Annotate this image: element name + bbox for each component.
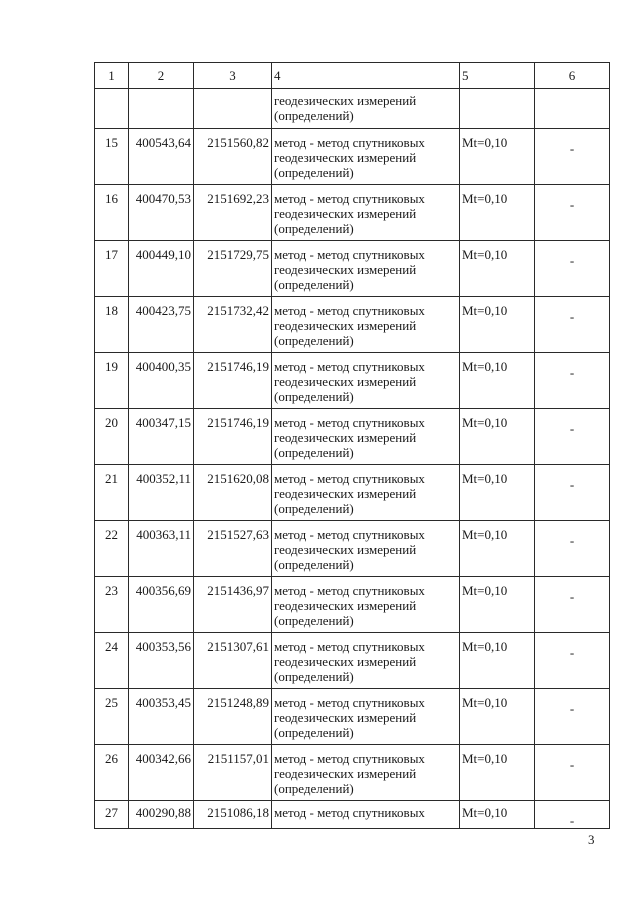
cell-number: 26 bbox=[95, 745, 129, 801]
cell-note: - bbox=[535, 801, 610, 829]
cell-method: метод - метод спутниковых геодезических измерений (определений) bbox=[272, 409, 460, 465]
cell-accuracy: Mt=0,10 bbox=[460, 129, 535, 185]
table-header-row bbox=[95, 63, 610, 89]
cell-number: 22 bbox=[95, 521, 129, 577]
cell-x: 400400,35 bbox=[129, 353, 194, 409]
header-col-5: 5 bbox=[460, 63, 535, 89]
header-col-4: 4 bbox=[272, 63, 460, 89]
table-row bbox=[95, 185, 610, 241]
cell-note: - bbox=[535, 185, 610, 241]
header-col-3: 3 bbox=[194, 63, 272, 89]
cell-note: - bbox=[535, 689, 610, 745]
header-col-2: 2 bbox=[129, 63, 194, 89]
cell-method: метод - метод спутниковых bbox=[272, 801, 460, 829]
cell-accuracy: Mt=0,10 bbox=[460, 801, 535, 829]
cell-number: 27 bbox=[95, 801, 129, 829]
table-row-continuation bbox=[95, 89, 610, 129]
cell-y: 2151746,19 bbox=[194, 409, 272, 465]
cell-x: 400470,53 bbox=[129, 185, 194, 241]
table-row bbox=[95, 577, 610, 633]
cell-number bbox=[95, 89, 129, 129]
cell-note: - bbox=[535, 297, 610, 353]
cell-method: геодезических измерений (определений) bbox=[272, 89, 460, 129]
cell-note: - bbox=[535, 241, 610, 297]
table-row bbox=[95, 521, 610, 577]
cell-number: 17 bbox=[95, 241, 129, 297]
cell-note: - bbox=[535, 633, 610, 689]
cell-x: 400363,11 bbox=[129, 521, 194, 577]
cell-y: 2151620,08 bbox=[194, 465, 272, 521]
cell-method: метод - метод спутниковых геодезических измерений (определений) bbox=[272, 297, 460, 353]
cell-accuracy: Mt=0,10 bbox=[460, 241, 535, 297]
cell-y: 2151436,97 bbox=[194, 577, 272, 633]
cell-y: 2151746,19 bbox=[194, 353, 272, 409]
cell-number: 16 bbox=[95, 185, 129, 241]
cell-x: 400353,56 bbox=[129, 633, 194, 689]
cell-number: 19 bbox=[95, 353, 129, 409]
cell-x: 400352,11 bbox=[129, 465, 194, 521]
table-row bbox=[95, 465, 610, 521]
table-row bbox=[95, 801, 610, 829]
cell-method: метод - метод спутниковых геодезических измерений (определений) bbox=[272, 129, 460, 185]
cell-accuracy: Mt=0,10 bbox=[460, 297, 535, 353]
cell-y: 2151086,18 bbox=[194, 801, 272, 829]
cell-method: метод - метод спутниковых геодезических измерений (определений) bbox=[272, 241, 460, 297]
cell-x: 400356,69 bbox=[129, 577, 194, 633]
cell-method: метод - метод спутниковых геодезических измерений (определений) bbox=[272, 633, 460, 689]
cell-number: 18 bbox=[95, 297, 129, 353]
cell-y: 2151157,01 bbox=[194, 745, 272, 801]
cell-note: - bbox=[535, 129, 610, 185]
cell-number: 15 bbox=[95, 129, 129, 185]
cell-note bbox=[535, 89, 610, 129]
cell-accuracy: Mt=0,10 bbox=[460, 185, 535, 241]
cell-y: 2151732,42 bbox=[194, 297, 272, 353]
cell-x: 400353,45 bbox=[129, 689, 194, 745]
table-row bbox=[95, 745, 610, 801]
cell-y: 2151560,82 bbox=[194, 129, 272, 185]
page-number: 3 bbox=[588, 832, 595, 847]
cell-y: 2151248,89 bbox=[194, 689, 272, 745]
cell-method: метод - метод спутниковых геодезических измерений (определений) bbox=[272, 521, 460, 577]
cell-note: - bbox=[535, 409, 610, 465]
cell-note: - bbox=[535, 577, 610, 633]
cell-number: 25 bbox=[95, 689, 129, 745]
cell-method: метод - метод спутниковых геодезических измерений (определений) bbox=[272, 353, 460, 409]
cell-note: - bbox=[535, 465, 610, 521]
cell-accuracy: Mt=0,10 bbox=[460, 745, 535, 801]
cell-x: 400423,75 bbox=[129, 297, 194, 353]
table-row bbox=[95, 297, 610, 353]
cell-number: 21 bbox=[95, 465, 129, 521]
header-col-6: 6 bbox=[535, 63, 610, 89]
table-row bbox=[95, 689, 610, 745]
cell-accuracy bbox=[460, 89, 535, 129]
cell-method: метод - метод спутниковых геодезических измерений (определений) bbox=[272, 577, 460, 633]
cell-y: 2151527,63 bbox=[194, 521, 272, 577]
cell-y bbox=[194, 89, 272, 129]
cell-y: 2151692,23 bbox=[194, 185, 272, 241]
cell-y: 2151307,61 bbox=[194, 633, 272, 689]
cell-y: 2151729,75 bbox=[194, 241, 272, 297]
cell-x: 400342,66 bbox=[129, 745, 194, 801]
cell-x: 400347,15 bbox=[129, 409, 194, 465]
cell-number: 23 bbox=[95, 577, 129, 633]
coordinates-table bbox=[94, 62, 610, 829]
table-row bbox=[95, 129, 610, 185]
table-row bbox=[95, 353, 610, 409]
cell-accuracy: Mt=0,10 bbox=[460, 353, 535, 409]
cell-x: 400290,88 bbox=[129, 801, 194, 829]
cell-accuracy: Mt=0,10 bbox=[460, 633, 535, 689]
table-row bbox=[95, 409, 610, 465]
cell-note: - bbox=[535, 353, 610, 409]
table-row bbox=[95, 633, 610, 689]
header-col-1: 1 bbox=[95, 63, 129, 89]
cell-note: - bbox=[535, 745, 610, 801]
cell-accuracy: Mt=0,10 bbox=[460, 409, 535, 465]
cell-number: 20 bbox=[95, 409, 129, 465]
cell-method: метод - метод спутниковых геодезических измерений (определений) bbox=[272, 465, 460, 521]
cell-method: метод - метод спутниковых геодезических измерений (определений) bbox=[272, 185, 460, 241]
cell-note: - bbox=[535, 521, 610, 577]
cell-x: 400449,10 bbox=[129, 241, 194, 297]
cell-accuracy: Mt=0,10 bbox=[460, 521, 535, 577]
cell-accuracy: Mt=0,10 bbox=[460, 577, 535, 633]
cell-x bbox=[129, 89, 194, 129]
cell-accuracy: Mt=0,10 bbox=[460, 689, 535, 745]
table-row bbox=[95, 241, 610, 297]
cell-method: метод - метод спутниковых геодезических измерений (определений) bbox=[272, 745, 460, 801]
cell-x: 400543,64 bbox=[129, 129, 194, 185]
cell-accuracy: Mt=0,10 bbox=[460, 465, 535, 521]
cell-number: 24 bbox=[95, 633, 129, 689]
cell-method: метод - метод спутниковых геодезических измерений (определений) bbox=[272, 689, 460, 745]
